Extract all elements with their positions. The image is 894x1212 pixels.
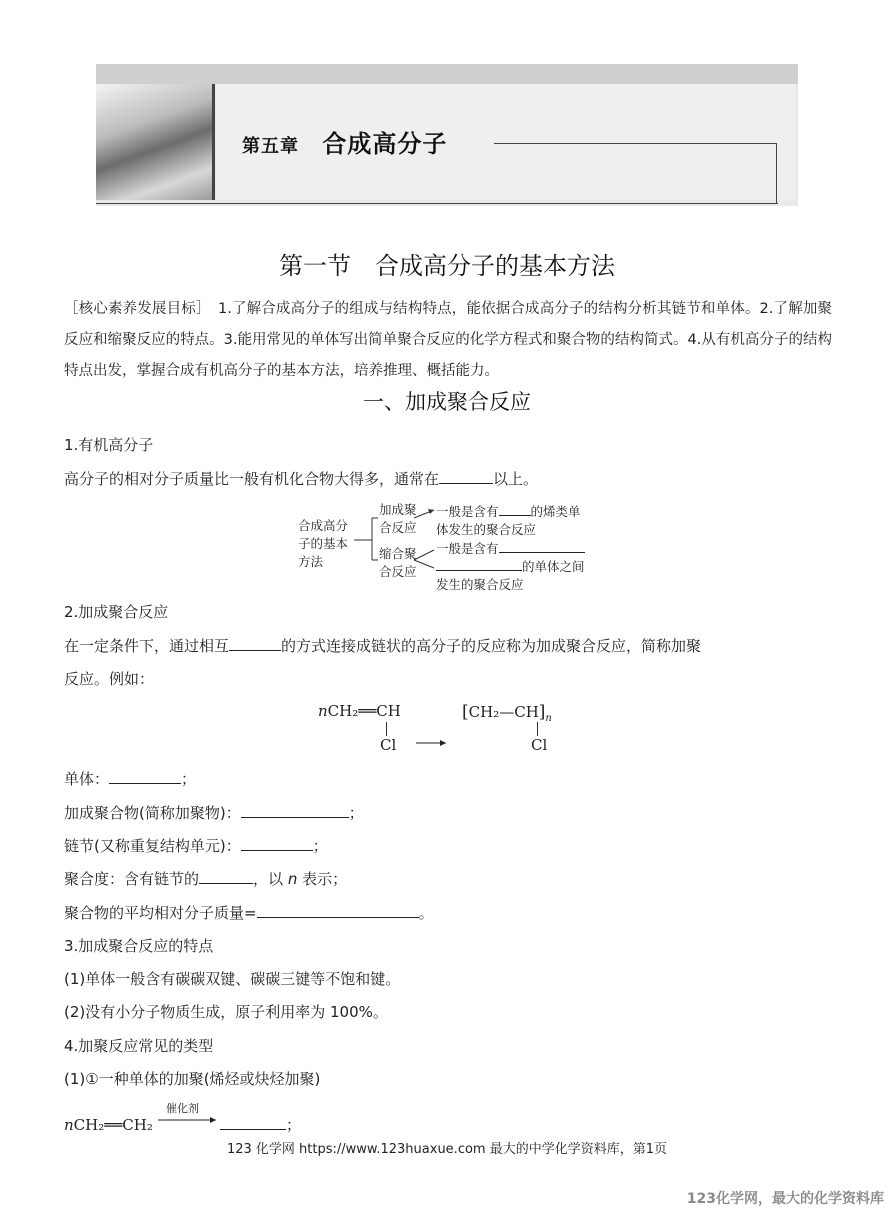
item3-p2: (2)没有小分子物质生成，原子利用率为 100%。 [64, 1003, 388, 1021]
item3-p1: (1)单体一般含有碳碳双键、碳碳三键等不饱和键。 [64, 970, 401, 988]
reaction2-suffix: ； [286, 1116, 302, 1134]
diagram-root [298, 517, 358, 571]
reaction2-monomer: CH₂══CH₂ [73, 1116, 153, 1134]
diagram-root-line2: 子的基本 [298, 536, 349, 551]
reaction1-product: $[CH_2—CH]_n$ [462, 702, 552, 724]
reaction2-reactant [64, 1116, 153, 1134]
branch2-line2: 合反应 [379, 564, 417, 579]
reaction1-reactant [318, 702, 401, 720]
reaction2-n: n [64, 1116, 74, 1134]
fill-monomer [64, 764, 196, 795]
reaction1-bond-right [537, 722, 538, 736]
item1-text-after: 以上。 [493, 470, 539, 488]
chapter-title: 合成高分子 [322, 130, 448, 158]
blank-addition [229, 634, 281, 651]
diagram-root-line1: 合成高分 [298, 518, 349, 533]
reaction1-n: n [318, 702, 328, 720]
chapter-number: 第五章 [242, 136, 299, 157]
blank-monomer [109, 767, 181, 784]
fill-polymer-label: 加成聚合物(简称加聚物)： [64, 804, 241, 822]
item2-text-before: 在一定条件下，通过相互 [64, 637, 230, 655]
reaction-arrow-icon [416, 738, 450, 748]
branch1-line1: 加成聚 [379, 502, 417, 517]
item2-text-after: 的方式连接成链状的高分子的反应称为加成聚合反应，简称加聚 [281, 637, 702, 655]
blank-mass [257, 901, 419, 918]
reaction1-cl-right: Cl [531, 736, 548, 754]
fill-degree-label: 聚合度：含有链节的 [64, 870, 200, 888]
item4-title: 4.加聚反应常见的类型 [64, 1037, 214, 1055]
item2-title: 2.加成聚合反应 [64, 603, 169, 621]
reaction1-bond-left [386, 722, 387, 736]
branch2-desc2-after: 的单体之间 [522, 559, 585, 574]
fill-degree-mid: ，以 [253, 870, 284, 888]
branch1-desc2: 体发生的聚合反应 [436, 522, 537, 537]
section-title: 第一节 合成高分子的基本方法 [279, 252, 615, 280]
fill-degree-suffix: 表示； [302, 870, 348, 888]
item1-text [64, 464, 538, 495]
diagram-branch2 [379, 545, 417, 581]
branch2-desc3: 发生的聚合反应 [436, 577, 524, 592]
blank-branch2-a [499, 540, 585, 553]
banner-frame-line [494, 143, 777, 204]
branch1-desc-before: 一般是含有 [436, 504, 499, 519]
reaction1-product-n: n [545, 713, 552, 724]
chapter-heading [242, 124, 447, 159]
fill-polymer-suffix: ； [348, 804, 364, 822]
blank-branch2-b [436, 558, 522, 571]
item3-title: 3.加成聚合反应的特点 [64, 937, 214, 955]
fill-chain-unit-label: 链节(又称重复结构单元)： [64, 837, 241, 855]
fill-chain-unit-suffix: ； [312, 837, 328, 855]
item2-text [64, 631, 834, 662]
branch1-desc-after: 的烯类单 [530, 504, 581, 519]
fill-chain-unit [64, 831, 328, 862]
blank-molecular-mass [439, 467, 493, 484]
page-footer: 123 化学网 https://www.123huaxue.com 最大的中学化学资料库，第1页 [226, 1142, 667, 1157]
diagram-branch1-desc [436, 503, 581, 539]
banner-bottom-rule [96, 203, 778, 204]
branch1-line2: 合反应 [379, 520, 417, 535]
fill-degree [64, 864, 347, 895]
fill-degree-var: n [287, 870, 298, 888]
branch2-desc1: 一般是含有 [436, 541, 499, 556]
fill-monomer-label: 单体： [64, 770, 110, 788]
blank-polyethylene [220, 1113, 286, 1130]
fill-mass-suffix: 。 [418, 904, 434, 922]
banner-top-bar [96, 64, 798, 84]
blank-degree [199, 867, 253, 884]
mountain-image [96, 84, 215, 200]
diagram-root-line3: 方法 [298, 554, 324, 569]
item1-text-before: 高分子的相对分子质量比一般有机化合物大得多，通常在 [64, 470, 440, 488]
item4-p1: (1)①一种单体的加聚(烯烃或炔烃加聚) [64, 1070, 321, 1088]
diagram-branch1 [379, 501, 417, 537]
reaction1-polymer: CH₂—CH [468, 703, 539, 721]
item2-text-line2: 反应。例如： [64, 670, 155, 688]
fill-mass-label: 聚合物的平均相对分子质量= [64, 904, 257, 922]
item1-title: 1.有机高分子 [64, 436, 154, 454]
diagram-branch2-desc [436, 540, 585, 594]
blank-polymer [241, 801, 349, 818]
reaction2-arrow-icon [158, 1115, 220, 1125]
reaction1-cl-left: Cl [380, 736, 397, 754]
branch2-line1: 缩合聚 [379, 546, 417, 561]
reaction2-product [220, 1110, 301, 1141]
core-goals-paragraph [64, 294, 832, 387]
fill-mass [64, 898, 434, 929]
fill-polymer [64, 798, 364, 829]
watermark: 123化学网，最大的化学资料库 [686, 1191, 884, 1207]
heading-addition-polymerization: 一、加成聚合反应 [363, 390, 531, 414]
reaction1-monomer: CH₂══CH [327, 702, 401, 720]
blank-branch1 [499, 503, 531, 516]
reaction2-catalyst: 催化剂 [166, 1102, 199, 1115]
fill-monomer-suffix: ； [181, 770, 197, 788]
goals-label: ［核心素养发展目标］ [64, 301, 204, 317]
blank-chain-unit [241, 834, 313, 851]
goals-text: 1.了解合成高分子的组成与结构特点，能依据合成高分子的结构分析其链节和单体。2.了解加聚反应和缩聚反应的特点。3.能用常见的单体写出简单聚合反应的化学方程式和聚合物的结构简式。4.从有机高分子的结构特点出发，掌握合成有机高分子的基本方法，培养推理、概括能力。 [64, 301, 833, 379]
